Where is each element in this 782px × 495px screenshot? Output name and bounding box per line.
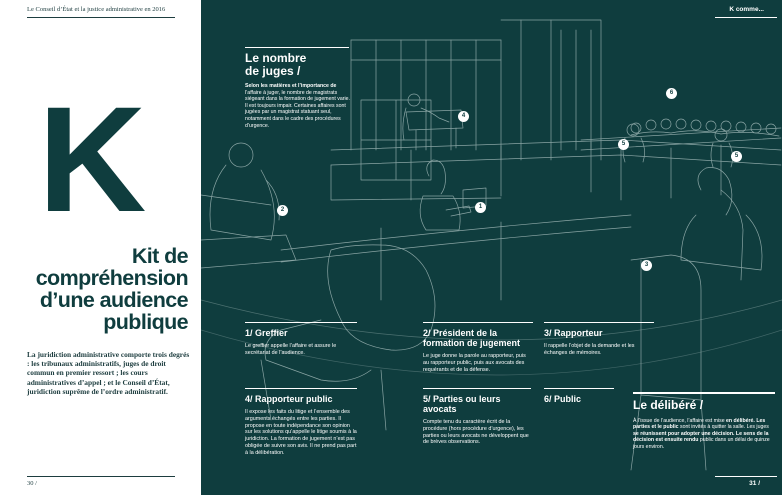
section-title: 2/ Président de la formation de jugement [423,328,521,348]
section-president [423,322,533,373]
section-body: Compte tenu du caractère écrit de la procédure (hors procédure d’urgence), les parties ou leurs avocats ne développent que de brèves observations. [423,419,529,446]
section-title: 5/ Parties ou leurs avocats [423,394,501,414]
section-public [544,388,614,404]
delibere-text: À l’issue de l’audience, l’affaire est mise [633,417,727,424]
footer-rule [27,476,175,477]
section-body: Il rappelle l’objet de la demande et les échanges de mémoires. [544,343,635,356]
juges-lead: Selon les matières et l’importance de [245,83,337,89]
marker-5: 5 [618,139,629,150]
juges-title-line: de juges / [245,64,301,78]
title-line: Kit de [131,244,188,268]
section-parties [423,388,531,446]
section-body: Le greffier appelle l’affaire et assure le secrétariat de l’audience. [245,343,337,356]
juges-body: l’affaire à juger, le nombre de magistrats siégeant dans la formation de jugement varie. Il est toujours impair. Certaines affaires sont jugées par un magistrat statuant seul, notamment dans le cadre des procédures d’urgence. [245,89,350,129]
title-line: compréhension [35,266,188,290]
section-title: 3/ Rapporteur [544,328,603,338]
title-line: d’une audience [39,288,188,312]
marker-6: 6 [666,88,677,99]
section-title: 4/ Rapporteur public [245,394,333,404]
header-rule [27,17,175,18]
delibere-title: Le délibéré / [633,397,704,412]
section-rapporteur-public [245,388,357,457]
juges-rule [245,47,349,48]
juges-title-line: Le nombre [245,51,307,65]
section-greffier [245,322,357,357]
left-page [0,0,201,495]
header-rule [715,17,777,18]
delibere-body [633,418,775,451]
juges-text [245,83,350,129]
delibere-box [633,392,775,450]
delibere-text-bold: en délibéré. Les parties et le public [633,417,766,431]
big-letter: K [38,75,143,243]
section-rule [544,322,654,323]
marker-3: 3 [641,260,652,271]
delibere-text: public dans un délai de quinze jours environ. [633,437,770,450]
section-title: 1/ Greffier [245,328,288,338]
marker-1: 1 [475,202,486,213]
running-header: Le Conseil d’État et la justice administrative en 2016 [27,6,166,13]
delibere-rule [633,392,775,394]
section-title: 6/ Public [544,394,582,404]
intro-paragraph: La juridiction administrative comporte trois degrés : les tribunaux administratifs, juges de droit commun en premier ressort ; les cours administratives d’appel ; et le Conseil d’État, juridiction suprême de l’ordre administratif. [27,350,190,396]
title-line: publique [103,310,188,334]
juges-box [245,47,350,129]
juges-title [245,52,350,78]
section-rule [544,388,614,389]
section-rule [245,388,357,389]
section-body: Le juge donne la parole au rapporteur, puis au rapporteur public, puis aux avocats des requérants et de la défense. [423,353,526,373]
section-rule [423,322,533,323]
page-number: 30 / [27,480,37,487]
marker-5: 5 [731,151,742,162]
section-rule [245,322,357,323]
section-rapporteur [544,322,654,357]
page-number: 31 / [749,480,760,487]
delibere-text-bold: se réunissent pour adopter une décision. Le sens de la décision est ensuite rendu [633,430,769,444]
marker-4: 4 [458,111,469,122]
delibere-text: sont invités à quitter la salle. Les juges [678,424,769,431]
marker-2: 2 [277,205,288,216]
running-header: K comme... [729,6,764,13]
right-page [201,0,782,495]
section-rule [423,388,531,389]
section-body: Il expose les faits du litige et l’ensemble des arguments échangés entre les parties. Il propose en toute indépendance son opinion sur les solutions qu’appelle le litige soumis à la juridiction. La formation de jugement n’est pas obligée de suivre son avis. Il ne prend pas part à la délibération. [245,409,357,456]
footer-rule [715,476,777,477]
page-title [10,245,188,333]
